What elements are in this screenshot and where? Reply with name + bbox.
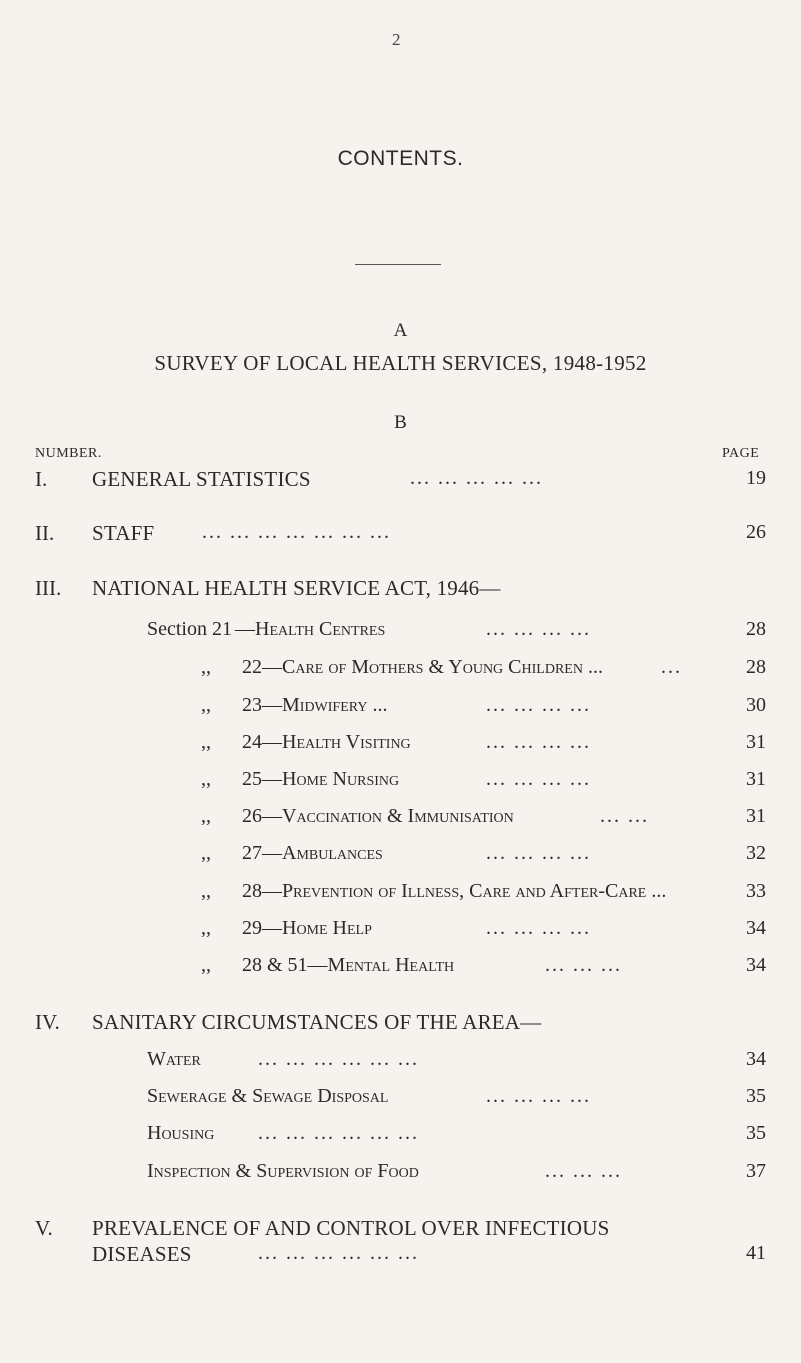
page-ref: 31 [746, 805, 766, 827]
dot-leader: ... ... ... ... ... ... [258, 1242, 419, 1264]
dot-leader: ... ... ... ... [486, 842, 591, 864]
section-title: GENERAL STATISTICS [92, 467, 311, 491]
entry-label: Water [147, 1048, 201, 1070]
entry-prefix: ,, [201, 694, 211, 716]
section-title-continued: DISEASES [92, 1242, 192, 1266]
page-title: CONTENTS. [337, 147, 464, 170]
entry-label: Housing [147, 1122, 215, 1144]
section-number: IV. [35, 1010, 60, 1034]
entry-label: 22—Care of Mothers & Young Children ... [242, 656, 603, 678]
section-number: II. [35, 521, 55, 545]
dot-leader: ... ... ... [545, 954, 622, 976]
entry-prefix: ,, [201, 731, 211, 753]
entry-label: Sewerage & Sewage Disposal [147, 1085, 389, 1107]
dot-leader: ... ... ... ... ... ... ... [202, 521, 391, 543]
entry-label: Inspection & Supervision of Food [147, 1160, 419, 1182]
dot-leader: ... ... ... ... ... [410, 467, 543, 489]
page-number: 2 [392, 30, 401, 49]
entry-prefix: ,, [201, 656, 211, 678]
entry-prefix: ,, [201, 880, 211, 902]
entry-prefix: Section 21 [147, 618, 232, 640]
part-a-letter: A [393, 320, 408, 341]
page-ref: 30 [746, 694, 766, 716]
section-title: PREVALENCE OF AND CONTROL OVER INFECTIOUS [92, 1216, 610, 1240]
page-ref: 34 [746, 954, 766, 976]
entry-label: 28—Prevention of Illness, Care and After-Care ... [242, 880, 667, 902]
dot-leader: ... ... ... ... [486, 731, 591, 753]
part-a-heading: SURVEY OF LOCAL HEALTH SERVICES, 1948-1952 [154, 351, 647, 375]
dot-leader: ... ... ... ... [486, 694, 591, 716]
entry-label: 27—Ambulances [242, 842, 383, 864]
dot-leader: ... ... ... ... [486, 768, 591, 790]
dot-leader: ... ... ... ... [486, 1085, 591, 1107]
page-ref: 32 [746, 842, 766, 864]
page-ref: 34 [746, 1048, 766, 1070]
page-ref: 31 [746, 768, 766, 790]
page-ref: 28 [746, 656, 766, 678]
number-column-header: NUMBER. [35, 446, 102, 461]
entry-label: 28 & 51—Mental Health [242, 954, 455, 976]
part-b-letter: B [394, 412, 407, 433]
entry-prefix: ,, [201, 917, 211, 939]
section-title: NATIONAL HEALTH SERVICE ACT, 1946— [92, 576, 501, 600]
dot-leader: ... ... ... [545, 1160, 622, 1182]
dot-leader: ... [661, 656, 682, 678]
section-number: I. [35, 467, 48, 491]
page-ref: 37 [746, 1160, 766, 1182]
entry-prefix: ,, [201, 842, 211, 864]
page-ref: 31 [746, 731, 766, 753]
page-ref: 34 [746, 917, 766, 939]
page-ref: 35 [746, 1122, 766, 1144]
dot-leader: ... ... ... ... [486, 618, 591, 640]
section-number: V. [35, 1216, 53, 1240]
page-ref: 33 [746, 880, 766, 902]
entry-prefix: ,, [201, 768, 211, 790]
page-column-header: PAGE [722, 446, 760, 461]
page-ref: 35 [746, 1085, 766, 1107]
entry-prefix: ,, [201, 954, 211, 976]
dot-leader: ... ... ... ... ... ... [258, 1122, 419, 1144]
dot-leader: ... ... [600, 805, 649, 827]
section-title: STAFF [92, 521, 155, 545]
dot-leader: ... ... ... ... [486, 917, 591, 939]
page-ref: 41 [746, 1242, 766, 1264]
page-ref: 28 [746, 618, 766, 640]
section-title: SANITARY CIRCUMSTANCES OF THE AREA— [92, 1010, 542, 1034]
entry-label: 29—Home Help [242, 917, 372, 939]
page-ref: 26 [746, 521, 766, 543]
entry-label: 24—Health Visiting [242, 731, 411, 753]
dot-leader: ... ... ... ... ... ... [258, 1048, 419, 1070]
entry-label: 26—Vaccination & Immunisation [242, 805, 514, 827]
section-number: III. [35, 576, 62, 600]
entry-label: 23—Midwifery ... [242, 694, 388, 716]
entry-label: —Health Centres [235, 618, 386, 640]
divider [355, 264, 441, 265]
entry-label: 25—Home Nursing [242, 768, 400, 790]
page-ref: 19 [746, 467, 766, 489]
entry-prefix: ,, [201, 805, 211, 827]
